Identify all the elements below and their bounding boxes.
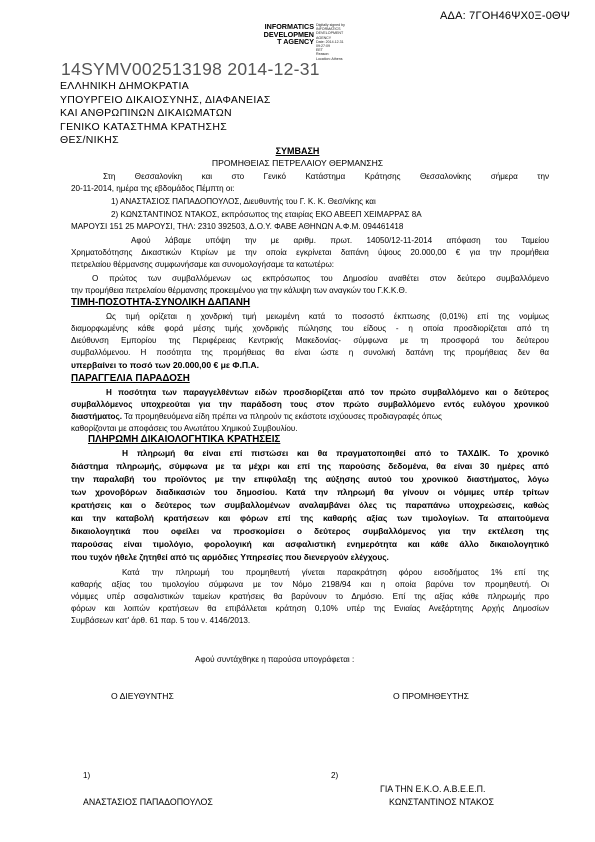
signatory-name-director: ΑΝΑΣΤΑΣΙΟΣ ΠΑΠΑΔΟΠΟΥΛΟΣ xyxy=(83,797,213,807)
order-bold-fragment: διαστήματος. xyxy=(71,412,122,421)
ada-code: ΑΔΑ: 7ΓΟΗ46ΨΧ0Ξ-0ΘΨ xyxy=(440,10,571,22)
tax-line: Συμβάσεων κατ' άρθ. 61 παρ. 5 του ν. 4146/2013. xyxy=(71,616,251,625)
payment-line: και την καταβολή κρατήσεων και φόρων επί της καθαρής αξίας των τιμολογίων. Τα απαιτούμενα xyxy=(71,513,549,523)
protocol-number: 14SYMV002513198 2014-12-31 xyxy=(61,59,320,79)
decision-line: Χρηματοδότησης Δικαστικών Κτιρίων με την οποία εγκρίνεται δαπάνη ύψους 20.000,00 € για την προμήθεια xyxy=(71,248,549,257)
payment-line: που τυχόν ήθελε ζητηθεί από τις αρμόδιες Υπηρεσίες που διενεργούν ελέγχους. xyxy=(71,552,389,562)
intro-line: Στη Θεσσαλονίκη και στο Γενικό Κατάστημα Κράτησης Θεσσαλονίκης σήμερα την xyxy=(103,172,549,181)
signatory-name-supplier: ΚΩΝΣΤΑΝΤΙΝΟΣ ΝΤΑΚΟΣ xyxy=(389,797,494,807)
payment-line: την παραλαβή του προϊόντος με την επιφύλαξη της αύξησης αυτού του χρονικού διαστήματος, λόγω xyxy=(71,474,549,484)
order-line: συμβαλλόμενος υποχρεούται για την παράδοση τους στον πρώτο συμβαλλόμενο εντός ευλόγου χρονικού xyxy=(71,400,549,409)
stamp-sig-line: EET xyxy=(316,48,323,53)
header-line: ΓΕΝΙΚΟ ΚΑΤΑΣΤΗΜΑ ΚΡΑΤΗΣΗΣ xyxy=(60,120,228,133)
price-total-line: υπερβαίνει το ποσό των 20.000,00 € με Φ.Π.Α. xyxy=(71,360,260,370)
stamp-sig-line: Date: 2014.12.31 09:27:09 xyxy=(316,39,344,49)
stamp-sig-line: DEVELOPMENT AGENCY xyxy=(316,31,344,40)
payment-line: Η πληρωμή θα είναι επί πιστώσει και θα πραγματοποιηθεί από το ΤΑΧΔΙΚ. Το χρονικό xyxy=(122,448,549,458)
header-line: ΕΛΛΗΝΙΚΗ ΔΗΜΟΚΡΑΤΙΑ xyxy=(60,80,190,92)
order-line: Η ποσότητα των παραγγελθέντων ειδών προσδιορίζεται από τον πρώτο συμβαλλόμενο και ο δεύτερος xyxy=(106,388,549,397)
tax-line: νόμιμες υπέρ ασφαλιστικών ταμείων κρατήσεις θα βαρύνουν το Δημόσιο. Επί της αξίας κάθε πληρωμής προ xyxy=(71,592,549,601)
payment-line: των χρονοβόρων διαδικασιών του δημοσίου. Κατά την πληρωμή θα γίνουν οι νόμιμες υπέρ τρίτων xyxy=(71,487,549,497)
signature-number-2: 2) xyxy=(331,771,339,780)
decision-line: πετρελαίου θέρμανσης συμφωνήσαμε και συνομολογήσαμε τα κατωτέρω: xyxy=(71,260,335,269)
header-line: ΚΑΙ ΑΝΘΡΩΠΙΝΩΝ ΔΙΚΑΙΩΜΑΤΩΝ xyxy=(60,107,232,119)
assignment-line: την προμήθεια πετρελαίου θέρμανσης προκειμένου για την κάλυψη των αναγκών του Γ.Κ.Κ.Θ. xyxy=(71,286,408,295)
digital-signature-stamp xyxy=(257,23,357,61)
payment-line: κρατήσεις και ο δεύτερος των συμβαλλομένων αναλαμβάνει όλες τις παραπάνω υποχρεώσεις, καθώς xyxy=(71,500,549,510)
header-line: ΥΠΟΥΡΓΕΙΟ ΔΙΚΑΙΟΣΥΝΗΣ, ΔΙΑΦΑΝΕΙΑΣ xyxy=(60,93,271,106)
party-2-line: ΜΑΡΟΥΣΙ 151 25 ΜΑΡΟΥΣΙ, ΤΗΛ: 2310 392503, Δ.Ο.Υ. ΦΑΒΕ ΑΘΗΝΩΝ Α.Φ.Μ. 094461418 xyxy=(71,222,404,231)
header-line: ΘΕΣ/ΝΙΚΗΣ xyxy=(60,134,119,146)
signatory-role-supplier: Ο ΠΡΟΜΗΘΕΥΤΗΣ xyxy=(393,691,469,701)
closing-statement: Αφού συντάχθηκε η παρούσα υπογράφεται : xyxy=(195,655,355,664)
price-line: Ως τιμή ορίζεται η χονδρική τιμή μειωμένη κατά το ποσοστό έκπτωσης (0,01%) επί της νομίμως xyxy=(106,312,549,321)
order-fragment: Τα προμηθευόμενα είδη πρέπει να πληρούν τις εκάστοτε ισχύουσες προδιαγραφές όπως xyxy=(121,412,442,421)
stamp-org-line: T AGENCY xyxy=(277,37,314,47)
stamp-sig-line: Digitally signed by xyxy=(316,23,345,27)
stamp-signature-details xyxy=(316,23,356,61)
stamp-sig-line: Reason: xyxy=(316,52,330,57)
stamp-org-line: DEVELOPMEN xyxy=(263,29,314,39)
supplier-organization: ΓΙΑ ΤΗΝ Ε.Κ.Ο. Α.Β.Ε.Ε.Π. xyxy=(380,784,486,794)
party-1: 1) ΑΝΑΣΤΑΣΙΟΣ ΠΑΠΑΔΟΠΟΥΛΟΣ, Διευθυντής του Γ. Κ. Κ. Θεσ/νίκης και xyxy=(111,197,376,206)
payment-line: διάστημα πληρωμής, σύμφωνα με τα μέχρι και επί της παρούσης δεδομένα, θα είναι 30 ημέρες από xyxy=(71,461,549,471)
stamp-organization xyxy=(257,23,314,46)
authority-header xyxy=(60,80,271,148)
section-heading-payment: ΠΛΗΡΩΜΗ ΔΙΚΑΙΟΛΟΓΗΤΙΚΑ ΚΡΑΤΗΣΕΙΣ xyxy=(88,434,281,445)
stamp-org-line: INFORMATICS xyxy=(264,22,314,31)
document-subtitle: ΠΡΟΜΗΘΕΙΑΣ ΠΕΤΡΕΛΑΙΟΥ ΘΕΡΜΑΝΣΗΣ xyxy=(211,158,384,168)
document-title: ΣΥΜΒΑΣΗ xyxy=(275,146,320,156)
assignment-line: Ο πρώτος των συμβαλλόμενων ως εκπρόσωπος του Δημοσίου αναθέτει στον δεύτερο συμβαλλόμενο xyxy=(92,274,549,283)
section-heading-price: ΤΙΜΗ-ΠΟΣΟΤΗΤΑ-ΣΥΝΟΛΙΚΗ ΔΑΠΑΝΗ xyxy=(71,297,251,308)
payment-line: δικαιολογητικά που οφείλει να προσκομίσει ο δεύτερος συμβαλλόμενος για την εκτέλεση της xyxy=(71,526,549,536)
section-heading-order: ΠΑΡΑΓΓΕΛΙΑ ΠΑΡΑΔΟΣΗ xyxy=(71,373,190,384)
tax-line: φόρων και λοιπών κρατήσεων θα επιβάλλεται κράτηση 0,10% υπέρ της Ενιαίας Ανεξάρτητης Αρχής Δημοσίων xyxy=(71,604,549,613)
tax-line: Κατά την πληρωμή του προμηθευτή γίνεται παρακράτηση φόρου εισοδήματος 1% επί της xyxy=(122,568,549,577)
decision-line: Αφού λάβαμε υπόψη την με αριθμ. πρωτ. 14050/12-11-2014 απόφαση του Ταμείου xyxy=(131,236,549,245)
signatory-role-director: Ο ΔΙΕΥΘΥΝΤΗΣ xyxy=(111,691,174,701)
stamp-sig-line: Location: Athens xyxy=(316,56,343,61)
intro-line: 20-11-2014, ημέρα της εβδομάδος Πέμπτη οι: xyxy=(71,184,235,193)
signature-number-1: 1) xyxy=(83,771,91,780)
price-line: συμβαλλόμενου. Η ποσότητα της προμήθειας θα είναι ώστε η συνολική δαπάνη της προμήθειας δεν θα xyxy=(71,348,549,357)
price-line: Διεύθυνση Εμπορίου της Περιφέρειας Κεντρικής Μακεδονίας- σύμφωνα με τη προσφορά του δεύτερου xyxy=(71,336,549,345)
order-line: καθορίζονται με αποφάσεις του Ανωτάτου Χημικού Συμβουλίου. xyxy=(71,424,298,433)
party-2-line: 2) ΚΩΝΣΤΑΝΤΙΝΟΣ ΝΤΑΚΟΣ, εκπρόσωπος της εταιρίας ΕΚΟ ΑΒΕΕΠ ΧΕΙΜΑΡΡΑΣ 8Α xyxy=(111,210,422,219)
tax-line: καθαρής αξίας του τιμολογίου σύμφωνα με τον Νόμο 2198/94 και η οποία βαρύνει τον προμηθευτή. Οι xyxy=(71,580,549,589)
stamp-sig-line: INFORMATICS xyxy=(316,27,341,32)
price-line: διαμορφωμένης κάθε φορά μέσης τιμής χονδρικής πώλησης του είδους - η οποία προσδιορίζεται από τη xyxy=(71,324,549,333)
order-line xyxy=(71,411,442,422)
payment-line: παρούσας είναι τιμολόγιο, φορολογική και ασφαλιστική ενημερότητα και κάθε άλλο δικαιολογητικό xyxy=(71,539,549,549)
